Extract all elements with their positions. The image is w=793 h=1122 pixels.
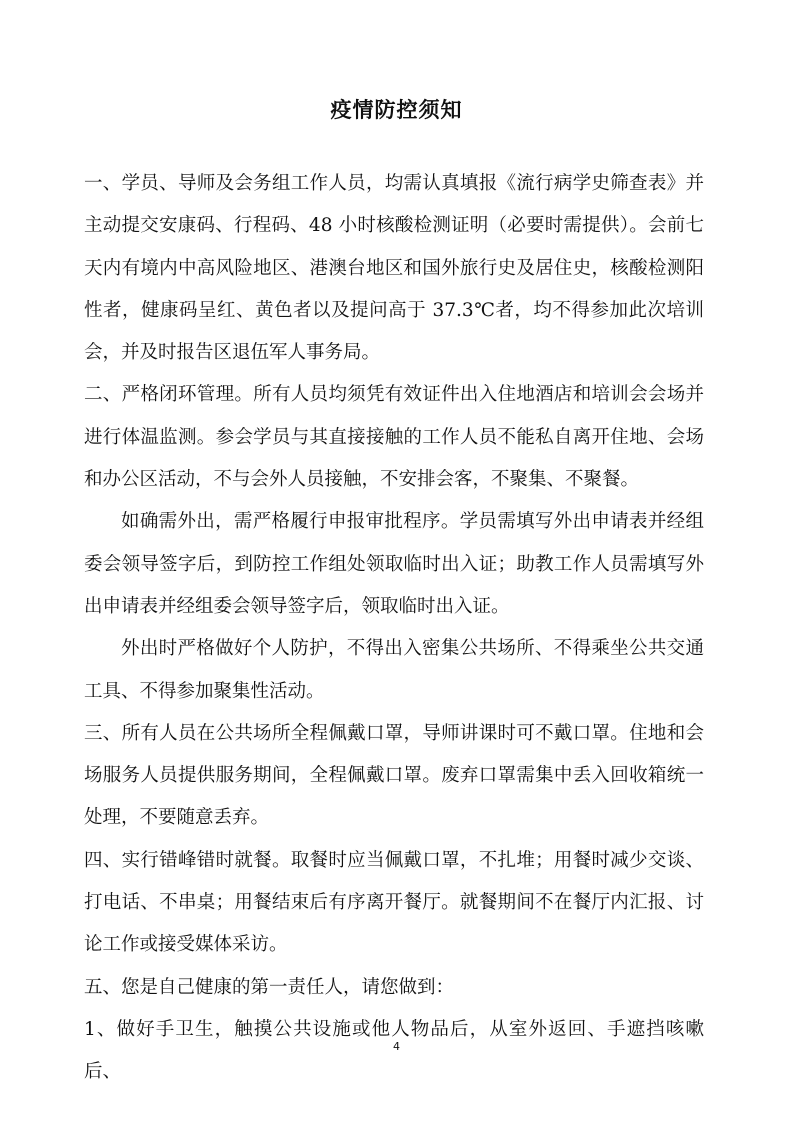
paragraph-6: 四、实行错峰错时就餐。取餐时应当佩戴口罩，不扎堆；用餐时减少交谈、打电话、不串桌；用餐结束后有序离开餐厅。就餐期间不在餐厅内汇报、讨论工作或接受媒体采访。 [84, 849, 704, 956]
paragraph-3: 如确需外出，需严格履行申报审批程序。学员需填写外出申请表并经组委会领导签字后，到防控工作组处领取临时出入证；助教工作人员需填写外出申请表并经组委会领导签字后，领取临时出入证。 [84, 511, 704, 617]
paragraph-2: 二、严格闭环管理。所有人员均须凭有效证件出入住地酒店和培训会会场并进行体温监测。参会学员与其直接接触的工作人员不能私自离开住地、会场和办公区活动，不与会外人员接触，不安排会客，不聚集、不聚餐。 [84, 384, 704, 491]
paragraph-7: 五、您是自己健康的第一责任人，请您做到： [84, 976, 455, 998]
paragraph-4: 外出时严格做好个人防护，不得出入密集公共场所、不得乘坐公共交通工具、不得参加聚集性活动。 [84, 638, 704, 702]
paragraph-8: 1、做好手卫生，触摸公共设施或他人物品后，从室外返回、手遮挡咳嗽后、 [84, 1018, 704, 1083]
paragraph-1: 一、学员、导师及会务组工作人员，均需认真填报《流行病学史筛查表》并主动提交安康码、行程码、48 小时核酸检测证明（必要时需提供）。会前七天内有境内中高风险地区、港澳台地区和国外旅行史及居住史，核酸检测阳性者，健康码呈红、黄色者以及提问高于 37.3℃者，均不得参加此次培训会，并及时报告区退伍军人事务局。 [84, 173, 704, 364]
document-body [84, 163, 704, 1094]
paragraph-5: 三、所有人员在公共场所全程佩戴口罩，导师讲课时可不戴口罩。住地和会场服务人员提供服务期间，全程佩戴口罩。废弃口罩需集中丢入回收箱统一处理，不要随意丢弃。 [84, 722, 704, 829]
page-number: 4 [393, 1040, 400, 1053]
document-title: 疫情防控须知 [330, 98, 463, 122]
